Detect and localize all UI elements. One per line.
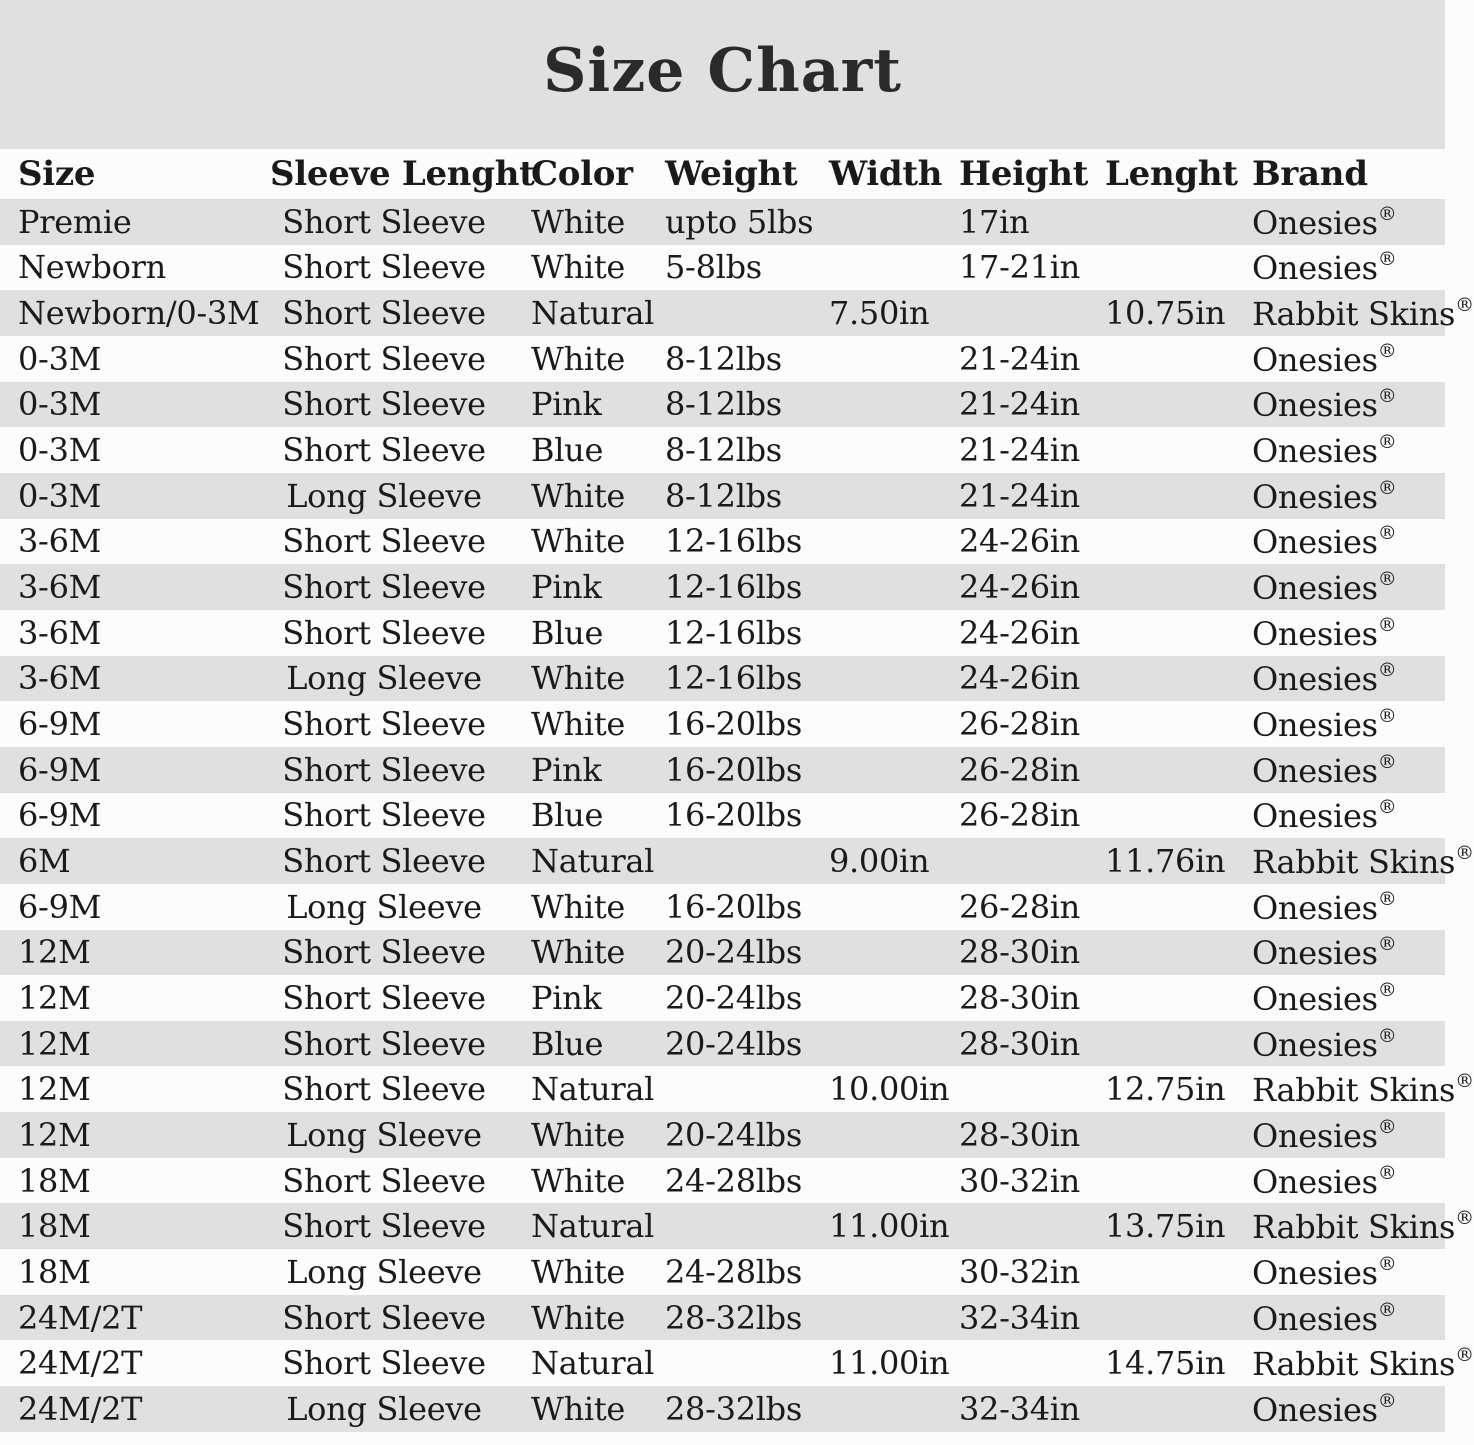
cell-height: 21-24in <box>959 339 1080 378</box>
cell-color: White <box>531 202 626 241</box>
column-header-weight: Weight <box>665 154 798 194</box>
cell-brand <box>1245 431 1445 471</box>
cell-color: White <box>531 522 626 561</box>
brand-name: Rabbit Skins <box>1252 1208 1456 1247</box>
cell-color: Pink <box>531 978 602 1017</box>
cell-brand <box>1245 796 1445 836</box>
cell-sleeve-lenght: Short Sleeve <box>282 1207 486 1246</box>
cell-size: 6-9M <box>18 796 102 835</box>
cell-brand <box>1245 1115 1445 1155</box>
cell-color: Natural <box>531 842 655 881</box>
registered-trademark-icon: ® <box>1377 1024 1397 1047</box>
brand-name: Onesies <box>1252 432 1378 471</box>
cell-sleeve-lenght: Short Sleeve <box>282 613 486 652</box>
column-header-sleeve-lenght: Sleeve Lenght <box>270 154 535 194</box>
brand-name: Onesies <box>1252 706 1378 745</box>
brand-name: Rabbit Skins <box>1252 1345 1456 1384</box>
cell-color: White <box>531 887 626 926</box>
brand-name: Onesies <box>1252 203 1378 242</box>
registered-trademark-icon: ® <box>1377 659 1397 682</box>
cell-sleeve-lenght: Short Sleeve <box>282 248 486 287</box>
cell-sleeve-lenght: Short Sleeve <box>282 202 486 241</box>
registered-trademark-icon: ® <box>1377 1115 1397 1138</box>
table-row <box>0 427 1445 473</box>
registered-trademark-icon: ® <box>1377 1161 1397 1184</box>
registered-trademark-icon: ® <box>1377 887 1397 910</box>
cell-weight: 24-28lbs <box>665 1252 802 1291</box>
cell-sleeve-lenght: Long Sleeve <box>286 1389 482 1428</box>
brand-name: Onesies <box>1252 1116 1378 1155</box>
cell-size: 6M <box>18 842 71 881</box>
cell-lenght: 14.75in <box>1105 1344 1226 1383</box>
cell-brand <box>1245 248 1445 288</box>
table-row <box>0 1158 1445 1204</box>
table-row <box>0 245 1445 291</box>
cell-size: 6-9M <box>18 750 102 789</box>
cell-brand <box>1245 1344 1474 1384</box>
cell-color: Pink <box>531 568 602 607</box>
cell-width: 10.00in <box>829 1070 950 1109</box>
brand-name: Onesies <box>1252 979 1378 1018</box>
cell-height: 30-32in <box>959 1252 1080 1291</box>
cell-size: 12M <box>18 933 91 972</box>
cell-size: 6-9M <box>18 705 102 744</box>
cell-height: 21-24in <box>959 476 1080 515</box>
cell-height: 26-28in <box>959 887 1080 926</box>
cell-width: 9.00in <box>829 842 930 881</box>
table-row <box>0 610 1445 656</box>
cell-color: Blue <box>531 1024 604 1063</box>
cell-sleeve-lenght: Short Sleeve <box>282 1344 486 1383</box>
cell-weight: 12-16lbs <box>665 613 802 652</box>
registered-trademark-icon: ® <box>1455 842 1474 865</box>
table-row <box>0 884 1445 930</box>
cell-height: 21-24in <box>959 385 1080 424</box>
cell-brand <box>1245 202 1445 242</box>
cell-sleeve-lenght: Long Sleeve <box>286 1252 482 1291</box>
cell-brand <box>1245 933 1445 973</box>
cell-sleeve-lenght: Long Sleeve <box>286 887 482 926</box>
cell-sleeve-lenght: Long Sleeve <box>286 1115 482 1154</box>
table-row <box>0 564 1445 610</box>
cell-brand <box>1245 978 1445 1018</box>
brand-name: Onesies <box>1252 660 1378 699</box>
brand-name: Rabbit Skins <box>1252 1071 1456 1110</box>
cell-brand <box>1245 613 1445 653</box>
cell-color: White <box>531 1298 626 1337</box>
cell-size: 6-9M <box>18 887 102 926</box>
cell-height: 21-24in <box>959 431 1080 470</box>
cell-size: 0-3M <box>18 476 102 515</box>
cell-size: 3-6M <box>18 659 102 698</box>
registered-trademark-icon: ® <box>1377 1389 1397 1412</box>
cell-size: 0-3M <box>18 339 102 378</box>
cell-sleeve-lenght: Short Sleeve <box>282 705 486 744</box>
cell-sleeve-lenght: Short Sleeve <box>282 842 486 881</box>
table-row <box>0 1249 1445 1295</box>
cell-weight: 12-16lbs <box>665 522 802 561</box>
table-header <box>0 149 1445 199</box>
cell-height: 30-32in <box>959 1161 1080 1200</box>
brand-name: Onesies <box>1252 751 1378 790</box>
cell-color: White <box>531 933 626 972</box>
cell-weight: 28-32lbs <box>665 1389 802 1428</box>
cell-size: 12M <box>18 1070 91 1109</box>
cell-brand <box>1245 522 1445 562</box>
column-header-color: Color <box>531 154 633 194</box>
cell-color: Blue <box>531 796 604 835</box>
cell-brand <box>1245 1298 1445 1338</box>
table-row <box>0 1340 1474 1386</box>
brand-name: Rabbit Skins <box>1252 843 1456 882</box>
cell-size: 0-3M <box>18 431 102 470</box>
cell-height: 28-30in <box>959 978 1080 1017</box>
registered-trademark-icon: ® <box>1377 978 1397 1001</box>
cell-color: White <box>531 705 626 744</box>
brand-name: Onesies <box>1252 614 1378 653</box>
cell-lenght: 11.76in <box>1105 842 1226 881</box>
brand-name: Onesies <box>1252 1390 1378 1429</box>
table-row <box>0 838 1474 884</box>
table-row <box>0 930 1445 976</box>
brand-name: Onesies <box>1252 1299 1378 1338</box>
cell-brand <box>1245 1207 1474 1247</box>
cell-color: White <box>531 1115 626 1154</box>
table-row <box>0 519 1445 565</box>
registered-trademark-icon: ® <box>1377 248 1397 271</box>
table-row <box>0 1295 1445 1341</box>
cell-weight: 24-28lbs <box>665 1161 802 1200</box>
column-header-height: Height <box>959 154 1089 194</box>
cell-weight: 20-24lbs <box>665 1115 802 1154</box>
cell-sleeve-lenght: Short Sleeve <box>282 933 486 972</box>
cell-weight: 16-20lbs <box>665 796 802 835</box>
cell-brand <box>1245 476 1445 516</box>
cell-width: 11.00in <box>829 1207 950 1246</box>
cell-brand <box>1245 339 1445 379</box>
cell-size: 18M <box>18 1161 91 1200</box>
cell-sleeve-lenght: Short Sleeve <box>282 1161 486 1200</box>
cell-weight: upto 5lbs <box>665 202 814 241</box>
brand-name: Onesies <box>1252 1253 1378 1292</box>
cell-color: Blue <box>531 431 604 470</box>
cell-weight: 20-24lbs <box>665 933 802 972</box>
cell-brand <box>1245 750 1445 790</box>
cell-weight: 16-20lbs <box>665 750 802 789</box>
cell-brand <box>1245 887 1445 927</box>
table-row <box>0 656 1445 702</box>
cell-brand <box>1245 1024 1445 1064</box>
registered-trademark-icon: ® <box>1377 1298 1397 1321</box>
brand-name: Onesies <box>1252 477 1378 516</box>
cell-color: Natural <box>531 1070 655 1109</box>
brand-name: Onesies <box>1252 888 1378 927</box>
cell-height: 32-34in <box>959 1298 1080 1337</box>
table-row <box>0 975 1445 1021</box>
cell-height: 24-26in <box>959 613 1080 652</box>
cell-sleeve-lenght: Short Sleeve <box>282 1024 486 1063</box>
cell-brand <box>1245 1161 1445 1201</box>
table-row <box>0 701 1445 747</box>
registered-trademark-icon: ® <box>1377 1252 1397 1275</box>
table-row <box>0 793 1445 839</box>
cell-lenght: 12.75in <box>1105 1070 1226 1109</box>
cell-height: 28-30in <box>959 1115 1080 1154</box>
table-body <box>0 199 1474 1432</box>
cell-weight: 16-20lbs <box>665 887 802 926</box>
cell-size: 18M <box>18 1252 91 1291</box>
table-row <box>0 1386 1445 1432</box>
cell-weight: 8-12lbs <box>665 431 782 470</box>
brand-name: Onesies <box>1252 249 1378 288</box>
cell-weight: 8-12lbs <box>665 385 782 424</box>
cell-color: White <box>531 1252 626 1291</box>
cell-height: 24-26in <box>959 568 1080 607</box>
column-header-brand: Brand <box>1252 154 1368 194</box>
cell-width: 11.00in <box>829 1344 950 1383</box>
cell-weight: 28-32lbs <box>665 1298 802 1337</box>
cell-brand <box>1245 705 1445 745</box>
cell-height: 24-26in <box>959 522 1080 561</box>
cell-color: Pink <box>531 385 602 424</box>
page-title: Size Chart <box>543 35 902 106</box>
registered-trademark-icon: ® <box>1455 1344 1474 1367</box>
cell-sleeve-lenght: Long Sleeve <box>286 476 482 515</box>
cell-weight: 20-24lbs <box>665 1024 802 1063</box>
registered-trademark-icon: ® <box>1377 705 1397 728</box>
table-row <box>0 1066 1474 1112</box>
cell-size: 24M/2T <box>18 1298 143 1337</box>
cell-color: White <box>531 1389 626 1428</box>
cell-height: 32-34in <box>959 1389 1080 1428</box>
cell-color: White <box>531 1161 626 1200</box>
cell-brand <box>1245 1070 1474 1110</box>
registered-trademark-icon: ® <box>1377 933 1397 956</box>
cell-size: Newborn <box>18 248 166 287</box>
cell-height: 24-26in <box>959 659 1080 698</box>
registered-trademark-icon: ® <box>1455 1207 1474 1230</box>
cell-sleeve-lenght: Short Sleeve <box>282 339 486 378</box>
column-header-width: Width <box>829 154 943 194</box>
brand-name: Rabbit Skins <box>1252 295 1456 334</box>
table-row <box>0 1203 1474 1249</box>
brand-name: Onesies <box>1252 934 1378 973</box>
brand-name: Onesies <box>1252 386 1378 425</box>
cell-weight: 8-12lbs <box>665 476 782 515</box>
cell-sleeve-lenght: Short Sleeve <box>282 522 486 561</box>
cell-sleeve-lenght: Long Sleeve <box>286 659 482 698</box>
cell-sleeve-lenght: Short Sleeve <box>282 385 486 424</box>
registered-trademark-icon: ® <box>1377 796 1397 819</box>
registered-trademark-icon: ® <box>1377 522 1397 545</box>
cell-weight: 12-16lbs <box>665 659 802 698</box>
cell-brand <box>1245 294 1474 334</box>
registered-trademark-icon: ® <box>1455 1070 1474 1093</box>
cell-sleeve-lenght: Short Sleeve <box>282 1070 486 1109</box>
cell-sleeve-lenght: Short Sleeve <box>282 568 486 607</box>
cell-color: White <box>531 476 626 515</box>
cell-sleeve-lenght: Short Sleeve <box>282 294 486 333</box>
cell-size: 0-3M <box>18 385 102 424</box>
cell-sleeve-lenght: Short Sleeve <box>282 431 486 470</box>
cell-height: 17in <box>959 202 1030 241</box>
cell-color: Blue <box>531 613 604 652</box>
registered-trademark-icon: ® <box>1377 476 1397 499</box>
table-row <box>0 290 1474 336</box>
cell-lenght: 10.75in <box>1105 294 1226 333</box>
cell-size: 3-6M <box>18 522 102 561</box>
cell-color: White <box>531 339 626 378</box>
cell-size: 12M <box>18 978 91 1017</box>
cell-height: 26-28in <box>959 796 1080 835</box>
cell-brand <box>1245 842 1474 882</box>
brand-name: Onesies <box>1252 1162 1378 1201</box>
cell-color: White <box>531 248 626 287</box>
cell-weight: 20-24lbs <box>665 978 802 1017</box>
cell-size: 3-6M <box>18 613 102 652</box>
table-row <box>0 747 1445 793</box>
cell-weight: 8-12lbs <box>665 339 782 378</box>
cell-height: 26-28in <box>959 750 1080 789</box>
cell-size: 24M/2T <box>18 1344 143 1383</box>
title-band <box>0 0 1445 149</box>
cell-lenght: 13.75in <box>1105 1207 1226 1246</box>
table-row <box>0 1021 1445 1067</box>
cell-sleeve-lenght: Short Sleeve <box>282 750 486 789</box>
cell-height: 28-30in <box>959 1024 1080 1063</box>
cell-brand <box>1245 1389 1445 1429</box>
brand-name: Onesies <box>1252 797 1378 836</box>
registered-trademark-icon: ® <box>1377 202 1397 225</box>
cell-size: 18M <box>18 1207 91 1246</box>
cell-size: 12M <box>18 1024 91 1063</box>
table-row <box>0 336 1445 382</box>
cell-height: 26-28in <box>959 705 1080 744</box>
cell-brand <box>1245 1252 1445 1292</box>
cell-weight: 12-16lbs <box>665 568 802 607</box>
brand-name: Onesies <box>1252 523 1378 562</box>
cell-weight: 5-8lbs <box>665 248 762 287</box>
cell-size: Newborn/0-3M <box>18 294 260 333</box>
table-row <box>0 199 1445 245</box>
cell-brand <box>1245 568 1445 608</box>
registered-trademark-icon: ® <box>1377 339 1397 362</box>
cell-size: 24M/2T <box>18 1389 143 1428</box>
registered-trademark-icon: ® <box>1455 294 1474 317</box>
cell-height: 17-21in <box>959 248 1080 287</box>
cell-brand <box>1245 385 1445 425</box>
cell-height: 28-30in <box>959 933 1080 972</box>
table-row <box>0 473 1445 519</box>
cell-sleeve-lenght: Short Sleeve <box>282 978 486 1017</box>
brand-name: Onesies <box>1252 340 1378 379</box>
brand-name: Onesies <box>1252 569 1378 608</box>
registered-trademark-icon: ® <box>1377 568 1397 591</box>
cell-color: Pink <box>531 750 602 789</box>
registered-trademark-icon: ® <box>1377 613 1397 636</box>
cell-brand <box>1245 659 1445 699</box>
column-header-size: Size <box>18 154 96 194</box>
cell-width: 7.50in <box>829 294 930 333</box>
registered-trademark-icon: ® <box>1377 431 1397 454</box>
cell-size: 3-6M <box>18 568 102 607</box>
registered-trademark-icon: ® <box>1377 750 1397 773</box>
cell-weight: 16-20lbs <box>665 705 802 744</box>
cell-sleeve-lenght: Short Sleeve <box>282 1298 486 1337</box>
registered-trademark-icon: ® <box>1377 385 1397 408</box>
table-row <box>0 1112 1445 1158</box>
cell-color: White <box>531 659 626 698</box>
cell-color: Natural <box>531 1344 655 1383</box>
column-header-lenght: Lenght <box>1105 154 1238 194</box>
cell-size: Premie <box>18 202 132 241</box>
cell-color: Natural <box>531 1207 655 1246</box>
cell-sleeve-lenght: Short Sleeve <box>282 796 486 835</box>
cell-size: 12M <box>18 1115 91 1154</box>
cell-color: Natural <box>531 294 655 333</box>
brand-name: Onesies <box>1252 1025 1378 1064</box>
table-row <box>0 382 1445 428</box>
